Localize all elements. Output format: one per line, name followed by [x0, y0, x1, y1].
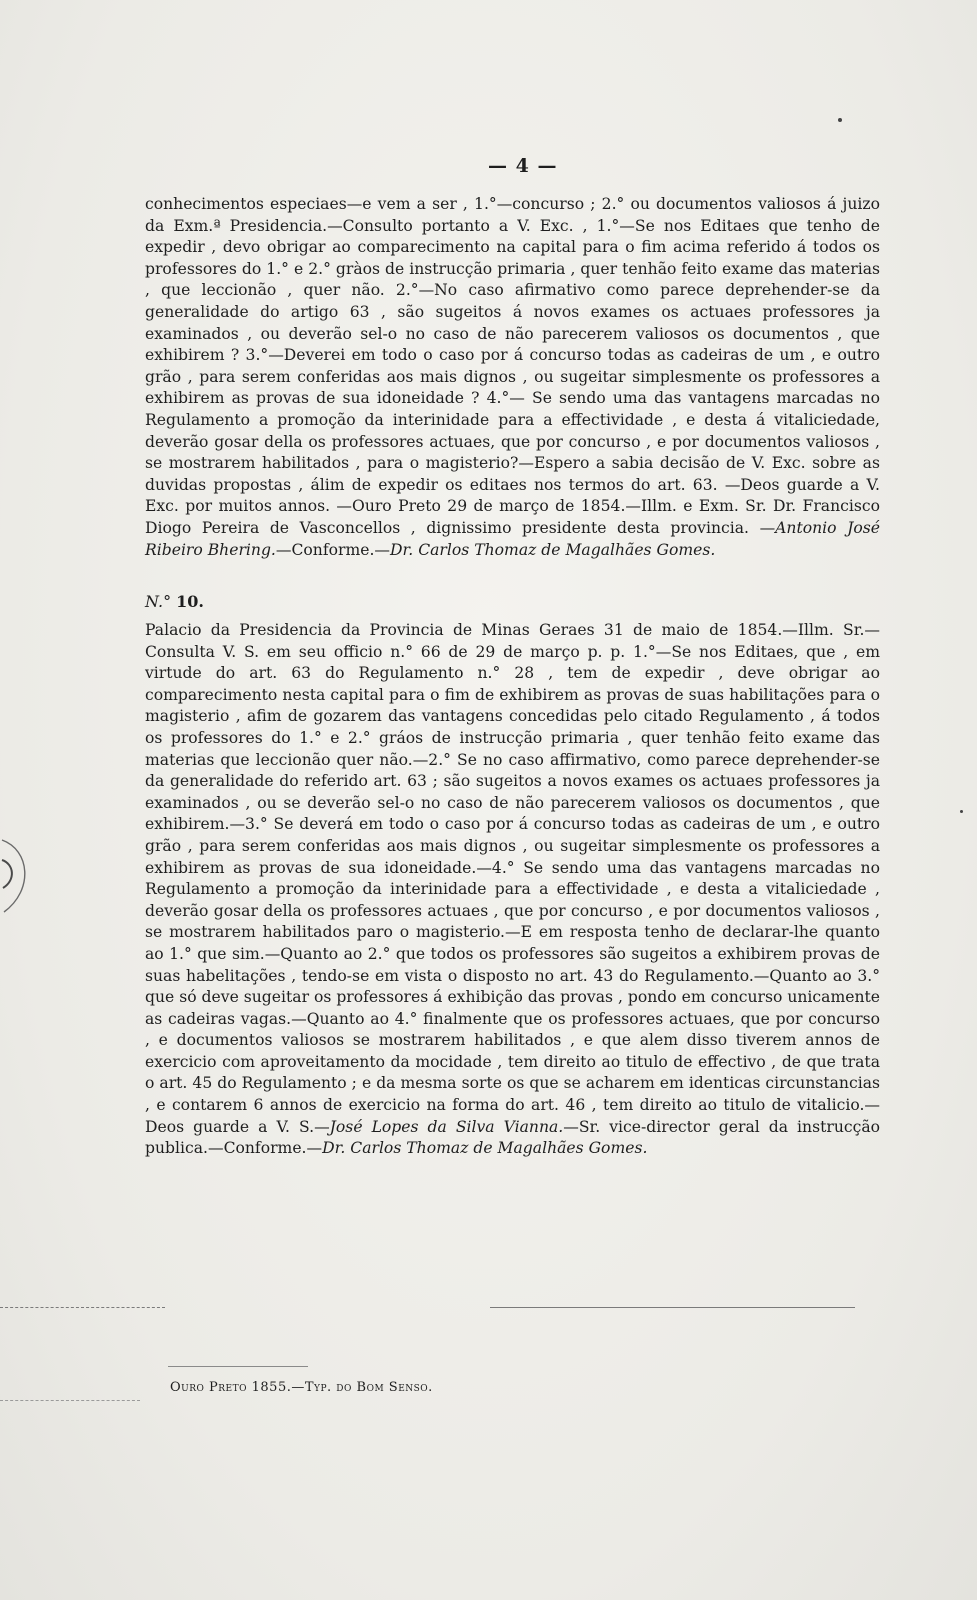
separator-rule-left	[0, 1307, 165, 1308]
reply-paragraph	[145, 620, 880, 1160]
signature-bhering: Antonio José Ribeiro Bhering.	[145, 518, 880, 559]
edge-rule	[0, 1400, 140, 1401]
imprint-rule	[168, 1366, 308, 1367]
page-number: — 4 —	[488, 155, 558, 177]
binding-mark-icon	[0, 830, 40, 920]
document-number-prefix: N.°	[145, 592, 172, 611]
document-number-value: 10.	[176, 592, 204, 611]
printer-imprint: Ouro Preto 1855.—Typ. do Bom Senso.	[170, 1380, 433, 1395]
document-number	[145, 592, 204, 611]
reply-body: Palacio da Presidencia da Provincia de Minas Geraes 31 de maio de 1854.—Illm. Sr.—Consulta V. S. em seu officio n.° 66 de 29 de março p. p. 1.°—Se nos Editaes, que , em virtude do art. 63 do Regulamento n.° 28 , tem de expedir , deve obrigar ao comparecimento nesta capital para o fim de exhibirem as provas de suas habilitações para o magisterio , afim de gozarem das vantagens concedidas pelo citado Regulamento , á todos os professores do 1.° e 2.° gráos de instrucção primaria , quer tenhão feito exame das materias que leccionão quer não.—2.° Se no caso affirmativo, como parece deprehender-se da generalidade do referido art. 63 ; são sugeitos a novos exames os actuaes professores ja examinados , ou se deverão sel-o no caso de não parecerem valiosos os documentos , que exhibirem.—3.° Se deverá em todo o caso por á concurso todas as cadeiras de um , e outro grão , para serem conferidas aos mais dignos , ou sugeitar simplesmente os professores a exhibirem as provas de sua idoneidade.—4.° Se sendo uma das vantagens marcadas no Regulamento a promoção da interinidade para a effectividade , e desta a vitaliciedade , deverão gosar della os professores actuaes , que por concurso , e por documentos valiosos , se mostrarem habilitados paro o magisterio.—E em resposta tenho de declarar-lhe quanto ao 1.° que sim.—Quanto ao 2.° que todos os professores são sugeitos a exhibirem provas de suas habelitações , tendo-se em vista o disposto no art. 43 do Regulamento.—Quanto ao 3.° que só deve sugeitar os professores á exhibição das provas , pondo em concurso unicamente as cadeiras vagas.—Quanto ao 4.° finalmente que os professores actuaes, que por concurso , e documentos valiosos se mostrarem habilitados , e que alem disso tiverem annos de exercicio com aproveitamento da mocidade , tem direito ao titulo de effectivo , de que trata o art. 45 do Regulamento ; e da mesma sorte os que se acharem em identicas circunstancias , e contarem 6 annos de exercicio na forma do art. 46 , tem direito ao titulo de vitalicio.—Deos guarde a V. S.—	[145, 621, 880, 1136]
letter-paragraph	[145, 194, 880, 561]
ink-speck	[960, 810, 963, 813]
conforme-text: —Conforme.—	[275, 540, 391, 559]
reply-closing: —Sr. vice-director geral da instrucção publica.—Conforme.—	[145, 1117, 881, 1158]
separator-rule-right	[490, 1307, 855, 1308]
signature-magalhaes-2: Dr. Carlos Thomaz de Magalhães Gomes.	[322, 1139, 648, 1158]
letter-body: conhecimentos especiaes—e vem a ser , 1.°—concurso ; 2.° ou documentos valiosos á juizo da Exm.ª Presidencia.—Consulto portanto a V. Exc. , 1.°—Se nos Editaes que tenho de expedir , devo obrigar ao comparecimento na capital para o fim acima referido á todos os professores do 1.° e 2.° gràos de instrucção primaria , quer tenhão feito exame das materias , que leccionão , quer não. 2.°—No caso afirmativo como parece deprehender-se da generalidade do artigo 63 , são sugeitos á novos exames os actuaes professores ja examinados , ou deverão sel-o no caso de não parecerem valiosos os documentos , que exhibirem ? 3.°—Deverei em todo o caso por á concurso todas as cadeiras de um , e outro grão , para serem conferidas aos mais dignos , ou sugeitar simplesmente os professores a exhibirem as provas de sua idoneidade ? 4.°— Se sendo uma das vantagens marcadas no Regulamento a promoção da interinidade para a effectividade , e desta á vitaliciedade, deverão gosar della os professores actuaes, que por concurso , e por documentos valiosos , se mostrarem habilitados , para o magisterio?—Espero a sabia decisão de V. Exc. sobre as duvidas propostas , álim de expedir os editaes nos termos do art. 63. —Deos guarde a V. Exc. por muitos annos. —Ouro Preto 29 de março de 1854.—Illm. e Exm. Sr. Dr. Francisco Diogo Pereira de Vasconcellos , dignissimo presidente desta provincia. —	[145, 195, 880, 537]
signature-magalhaes: Dr. Carlos Thomaz de Magalhães Gomes.	[390, 540, 716, 559]
ink-speck	[838, 118, 842, 122]
signature-vianna: José Lopes da Silva Vianna.	[329, 1117, 564, 1136]
